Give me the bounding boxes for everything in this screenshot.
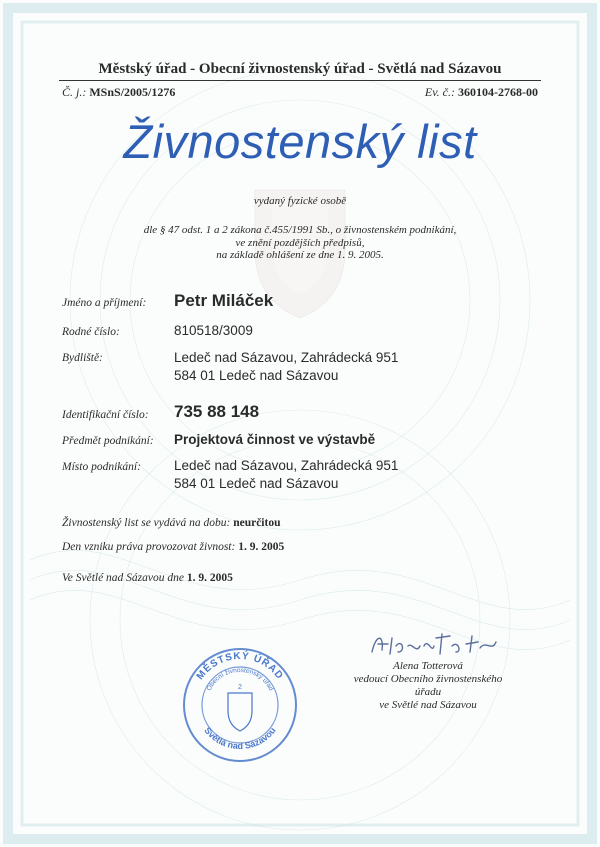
residence-line1: Ledeč nad Sázavou, Zahrádecká 951: [174, 350, 399, 365]
business-place-label: Místo podnikání:: [62, 461, 141, 473]
business-subject-label: Předmět podnikání:: [62, 435, 154, 447]
business-place-line2: 584 01 Ledeč nad Sázavou: [174, 476, 339, 491]
place-date-label: Ve Světlé nad Sázavou dne: [62, 572, 184, 584]
residence-label: Bydliště:: [62, 352, 103, 364]
document-title: Živnostenský list: [123, 115, 477, 168]
evidence-label: Ev. č.:: [424, 85, 455, 99]
business-subject-value: Projektová činnost ve výstavbě: [174, 432, 376, 447]
id-number-value: 735 88 148: [174, 402, 260, 421]
legal-basis: [0, 224, 600, 262]
legal-line: na základě ohlášení ze dne 1. 9. 2005.: [216, 249, 384, 261]
birth-number-label: Rodné číslo:: [62, 326, 120, 338]
validity-value: neurčitou: [233, 517, 281, 529]
evidence-value: 360104-2768-00: [458, 85, 538, 99]
header-divider: [59, 80, 541, 81]
issued-to: vydaný fyzické osobě: [253, 195, 347, 207]
reference-value: MSnS/2005/1276: [89, 85, 176, 99]
place-date-value: 1. 9. 2005: [186, 572, 233, 584]
signatory-block: [348, 660, 508, 712]
business-place-line1: Ledeč nad Sázavou, Zahrádecká 951: [174, 458, 399, 473]
reference-label: Č. j.:: [62, 85, 87, 99]
validity-note: [62, 517, 280, 529]
stamp-shield-icon: [228, 693, 252, 731]
official-stamp: [180, 645, 300, 765]
legal-line: ve znění pozdějších předpisů,: [235, 236, 365, 249]
name-label: Jméno a příjmení:: [62, 297, 147, 309]
start-note: [62, 541, 284, 553]
stamp-ring-text: Obecní živnostenský úřad: [205, 666, 275, 693]
start-value: 1. 9. 2005: [238, 541, 285, 553]
id-number-label: Identifikační číslo:: [62, 409, 149, 421]
place-date-note: [62, 572, 233, 584]
issuing-office: Městský úřad - Obecní živnostenský úřad - Světlá nad Sázavou: [98, 61, 502, 77]
signatory-role-line2: ve Světlé nad Sázavou: [379, 699, 477, 711]
start-label: Den vzniku práva provozovat živnost:: [62, 541, 236, 553]
signatory-role-line1: vedoucí Obecního živnostenského úřadu: [353, 673, 503, 698]
legal-line: dle § 47 odst. 1 a 2 zákona č.455/1991 Sb., o živnostenském podnikání,: [143, 224, 457, 236]
signatory-name: Alena Totterová: [393, 660, 463, 672]
evidence-number: [425, 85, 538, 100]
stamp-bottom-text: Světlá nad Sázavou: [202, 725, 278, 752]
svg-text:Světlá nad Sázavou: [202, 725, 277, 751]
name-value: Petr Miláček: [174, 291, 274, 310]
stamp-number: 2: [238, 684, 242, 691]
validity-label: Živnostenský list se vydává na dobu:: [62, 517, 231, 529]
birth-number-value: 810518/3009: [174, 323, 253, 338]
residence-line2: 584 01 Ledeč nad Sázavou: [174, 368, 339, 383]
stamp-top-text: MĚSTSKÝ ÚŘAD: [194, 650, 286, 682]
svg-text:MĚSTSKÝ ÚŘAD: [195, 649, 285, 682]
reference-number: [62, 85, 175, 100]
handwritten-signature: [368, 628, 498, 660]
